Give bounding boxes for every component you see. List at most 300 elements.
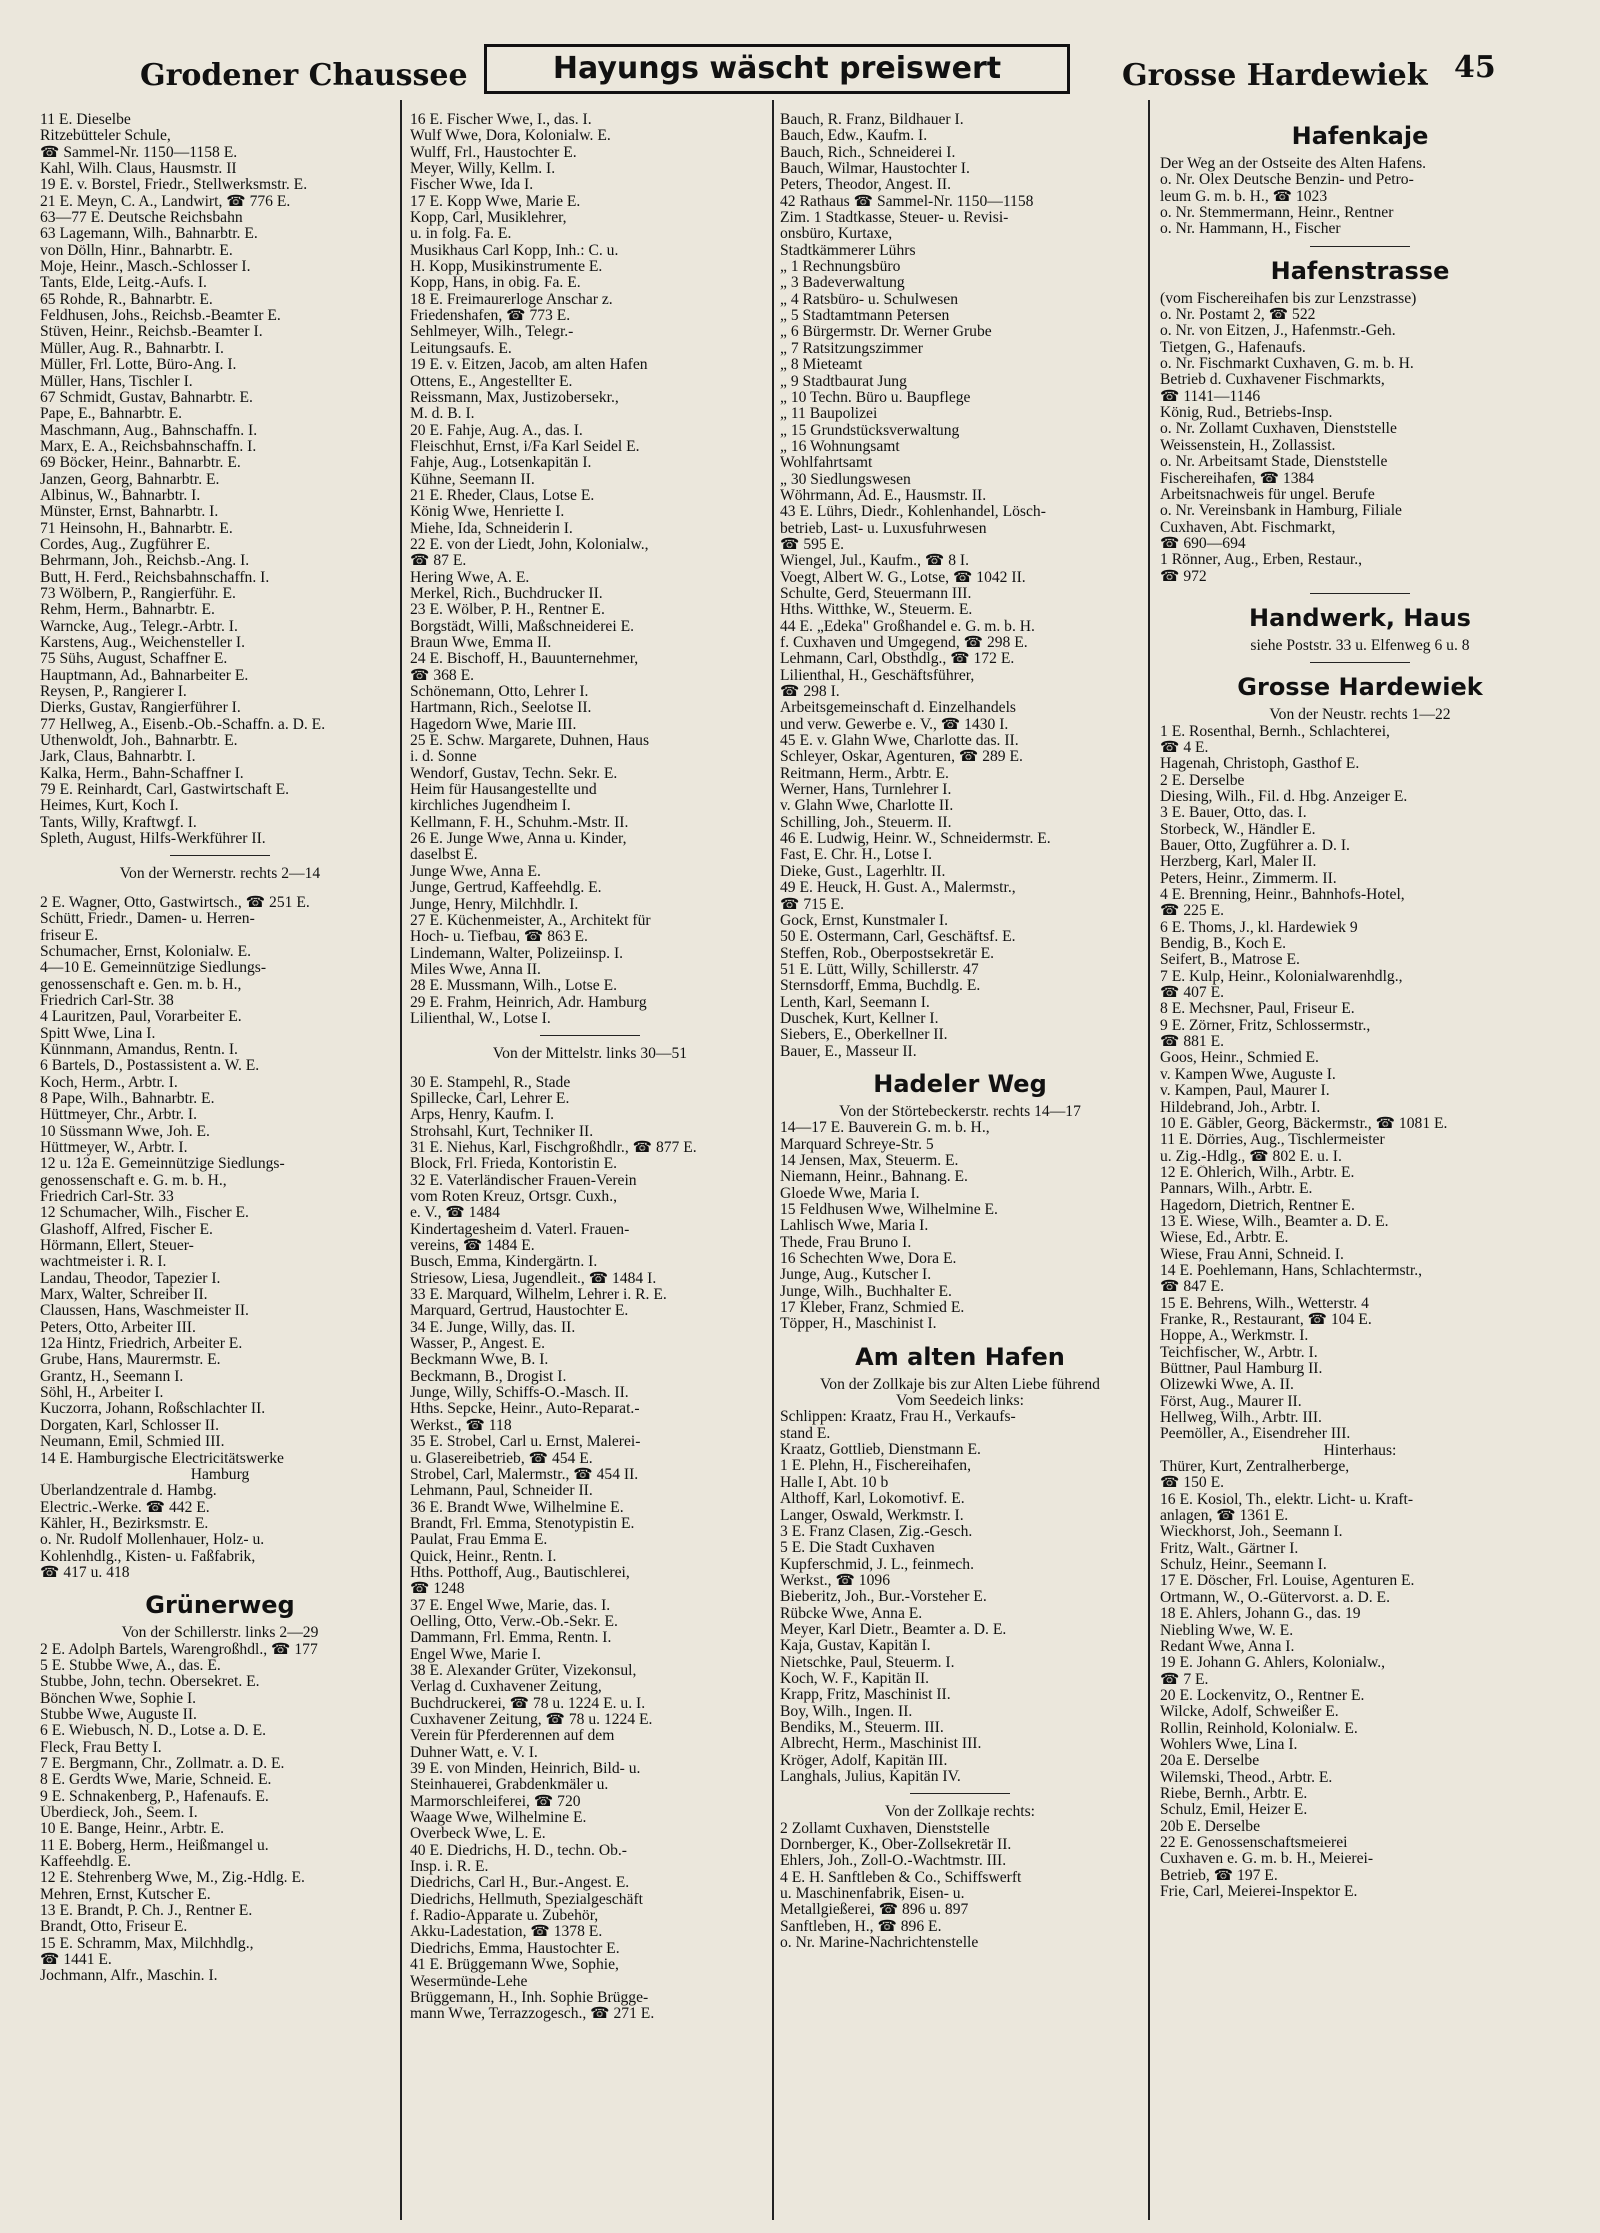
directory-entry: 77 Hellweg, A., Eisenb.-Ob.-Schaffn. a. D. E.	[40, 716, 326, 733]
directory-entry: Grube, Hans, Maurermstr. E.	[40, 1352, 221, 1369]
directory-entry: Hths. Potthoff, Aug., Bautischlerei,	[410, 1564, 630, 1581]
directory-entry: Althoff, Karl, Lokomotivf. E.	[780, 1491, 965, 1508]
directory-entry: 8 E. Mechsner, Paul, Friseur E.	[1160, 1001, 1355, 1018]
directory-entry: Stubbe, John, techn. Obersekret. E.	[40, 1674, 260, 1691]
directory-entry: 16 Schechten Wwe, Dora E.	[780, 1251, 957, 1268]
directory-entry: Warncke, Aug., Telegr.-Arbtr. I.	[40, 618, 238, 635]
directory-entry: 8 E. Gerdts Wwe, Marie, Schneid. E.	[40, 1772, 272, 1789]
directory-entry: Olizewki Wwe, A. II.	[1160, 1377, 1294, 1394]
directory-entry: Butt, H. Ferd., Reichsbahnschaffn. I.	[40, 569, 270, 586]
directory-entry: Feldhusen, Johs., Reichsb.-Beamter E.	[40, 308, 281, 325]
directory-entry: Arbeitsgemeinschaft d. Einzelhandels	[780, 700, 1016, 717]
directory-entry: ☎ 368 E.	[410, 667, 475, 684]
directory-entry: Glashoff, Alfred, Fischer E.	[40, 1221, 213, 1238]
header-advertisement: Hayungs wäscht preiswert	[484, 44, 1070, 94]
directory-entry: 15 E. Behrens, Wilh., Wetterstr. 4	[1160, 1295, 1369, 1312]
column-divider	[1148, 100, 1150, 2220]
directory-entry: 11 E. Dörries, Aug., Tischlermeister	[1160, 1132, 1385, 1149]
directory-entry: Peters, Otto, Arbeiter III.	[40, 1319, 196, 1336]
directory-entry: Brüggemann, H., Inh. Sophie Brügge-	[410, 1989, 649, 2006]
directory-entry: Von der Schillerstr. links 2—29	[121, 1625, 319, 1642]
directory-entry: Merkel, Rich., Buchdrucker II.	[410, 585, 603, 602]
directory-entry: 21 E. Rheder, Claus, Lotse E.	[410, 487, 595, 504]
directory-entry: Grantz, H., Seemann I.	[40, 1368, 184, 1385]
directory-entry: ☎ 407 E.	[1160, 985, 1225, 1002]
directory-entry: Fritz, Walt., Gärtner I.	[1160, 1540, 1299, 1557]
directory-entry: 2 E. Wagner, Otto, Gastwirtsch., ☎ 251 E.	[40, 894, 310, 911]
directory-entry: Betrieb d. Cuxhavener Fischmarkts,	[1160, 372, 1385, 389]
directory-entry: Stadtkämmerer Lührs	[780, 242, 916, 259]
directory-entry: 8 Pape, Wilh., Bahnarbtr. E.	[40, 1090, 215, 1107]
directory-entry: Lenth, Karl, Seemann I.	[780, 994, 930, 1011]
directory-entry: Weissenstein, H., Zollassist.	[1160, 437, 1336, 454]
directory-entry: Müller, Hans, Tischler I.	[40, 373, 193, 390]
directory-entry: 1 E. Plehn, H., Fischereihafen,	[780, 1458, 971, 1475]
directory-entry: Quick, Heinr., Rentn. I.	[410, 1548, 557, 1565]
directory-entry: Thede, Frau Bruno I.	[780, 1234, 912, 1251]
directory-entry: 67 Schmidt, Gustav, Bahnarbtr. E.	[40, 389, 253, 406]
directory-entry: Hildebrand, Joh., Arbtr. I.	[1160, 1099, 1321, 1116]
directory-entry: Heim für Hausangestellte und	[410, 782, 597, 799]
directory-entry: König Wwe, Henriette I.	[410, 504, 565, 521]
directory-entry: 51 E. Lütt, Willy, Schillerstr. 47	[780, 961, 979, 978]
directory-entry: Wohlfahrtsamt	[780, 455, 873, 472]
directory-entry: 17 E. Kopp Wwe, Marie E.	[410, 193, 581, 210]
directory-entry: 39 E. von Minden, Heinrich, Bild- u.	[410, 1761, 641, 1778]
directory-entry: Junge, Henry, Milchhdlr. I.	[410, 896, 579, 913]
street-heading: Grosse Hardewiek	[1237, 673, 1483, 702]
directory-entry: f. Cuxhaven und Umgegend, ☎ 298 E.	[780, 635, 1028, 651]
directory-entry: Ritzebütteler Schule,	[40, 128, 171, 145]
directory-entry: 6 Bartels, D., Postassistent a. W. E.	[40, 1058, 260, 1075]
directory-entry: Vom Seedeich links:	[896, 1393, 1024, 1410]
directory-entry: Von der Störtebeckerstr. rechts 14—17	[839, 1103, 1081, 1120]
directory-entry: Hartmann, Rich., Seelotse II.	[410, 700, 592, 717]
directory-entry: Kupferschmid, J. L., feinmech.	[780, 1556, 975, 1573]
directory-entry: Albinus, W., Bahnarbtr. I.	[40, 487, 201, 504]
directory-entry: Lehmann, Carl, Obsthdlg., ☎ 172 E.	[780, 651, 1015, 668]
directory-entry: „ 6 Bürgermstr. Dr. Werner Grube	[780, 324, 992, 341]
directory-entry: Redant Wwe, Anna I.	[1160, 1638, 1295, 1655]
directory-entry: 18 E. Freimaurerloge Anschar z.	[410, 291, 613, 308]
directory-entry: Von der Wernerstr. rechts 2—14	[119, 866, 321, 883]
directory-entry: Uthenwoldt, Joh., Bahnarbtr. E.	[40, 733, 238, 750]
directory-entry: u. Maschinenfabrik, Eisen- u.	[780, 1886, 965, 1903]
street-heading: Handwerk, Haus	[1249, 603, 1471, 632]
directory-entry: Cuxhaven, Abt. Fischmarkt,	[1160, 519, 1336, 536]
directory-entry: 26 E. Junge Wwe, Anna u. Kinder,	[410, 831, 627, 848]
directory-entry: Spleth, August, Hilfs-Werkführer II.	[40, 831, 266, 848]
directory-entry: Bauch, Edw., Kaufm. I.	[780, 128, 928, 145]
directory-entry: 75 Sühs, August, Schaffner E.	[40, 651, 228, 668]
directory-entry: u. Glasereibetrieb, ☎ 454 E.	[410, 1450, 593, 1467]
directory-entry: Jochmann, Alfr., Maschin. I.	[40, 1968, 218, 1985]
spacer	[410, 1063, 770, 1075]
directory-entry: 12 u. 12a E. Gemeinnützige Siedlungs-	[40, 1156, 285, 1173]
directory-entry: Först, Aug., Maurer II.	[1160, 1393, 1302, 1410]
directory-entry: Kahl, Wilh. Claus, Hausmstr. II	[40, 161, 237, 178]
directory-entry: Musikhaus Carl Kopp, Inh.: C. u.	[410, 242, 619, 259]
directory-entry: 12 E. Stehrenberg Wwe, M., Zig.-Hdlg. E.	[40, 1870, 305, 1887]
directory-entry: Schulte, Gerd, Steuermann III.	[780, 585, 972, 602]
directory-entry: Kähler, H., Bezirksmstr. E.	[40, 1515, 209, 1532]
directory-entry: Lehmann, Paul, Schneider II.	[410, 1483, 593, 1500]
directory-entry: Junge, Willy, Schiffs-O.-Masch. II.	[410, 1385, 629, 1402]
directory-entry: Busch, Emma, Kindergärtn. I.	[410, 1254, 598, 1271]
directory-entry: Marx, E. A., Reichsbahnschaffn. I.	[40, 438, 257, 455]
directory-entry: 33 E. Marquard, Wilhelm, Lehrer i. R. E.	[410, 1287, 667, 1304]
directory-entry: Spitt Wwe, Lina I.	[40, 1025, 156, 1042]
directory-entry: Nietschke, Paul, Steuerm. I.	[780, 1654, 955, 1671]
directory-entry: Langhals, Julius, Kapitän IV.	[780, 1769, 961, 1785]
directory-entry: vereins, ☎ 1484 E.	[410, 1238, 535, 1255]
directory-entry: 49 E. Heuck, H. Gust. A., Malermstr.,	[780, 880, 1016, 897]
directory-entry: 4—10 E. Gemeinnützige Siedlungs-	[40, 960, 267, 977]
street-heading: Hadeler Weg	[873, 1069, 1047, 1098]
directory-entry: König, Rud., Betriebs-Insp.	[1160, 405, 1333, 422]
directory-entry: Hellweg, Wilh., Arbtr. III.	[1160, 1410, 1322, 1427]
directory-entry: 3 E. Franz Clasen, Zig.-Gesch.	[780, 1523, 973, 1540]
directory-entry: Leitungsaufs. E.	[410, 340, 512, 357]
directory-entry: 50 E. Ostermann, Carl, Geschäftsf. E.	[780, 929, 1016, 946]
directory-entry: Zim. 1 Stadtkasse, Steuer- u. Revisi-	[780, 210, 1009, 227]
directory-entry: Miles Wwe, Anna II.	[410, 961, 541, 978]
directory-entry: Schütt, Friedr., Damen- u. Herren-	[40, 911, 255, 928]
directory-entry: Der Weg an der Ostseite des Alten Hafens.	[1160, 156, 1427, 172]
section-divider	[1310, 662, 1410, 663]
directory-entry: ☎ 225 E.	[1160, 903, 1225, 920]
directory-entry: Spillecke, Carl, Lehrer E.	[410, 1090, 570, 1107]
directory-entry: Wasser, P., Angest. E.	[410, 1336, 545, 1353]
directory-entry: Junge, Aug., Kutscher I.	[780, 1267, 932, 1284]
directory-entry: o. Nr. Marine-Nachrichtenstelle	[780, 1935, 979, 1952]
directory-entry: Von der Zollkaje rechts:	[885, 1804, 1035, 1821]
directory-entry: 24 E. Bischoff, H., Bauunternehmer,	[410, 651, 639, 668]
directory-entry: Lindemann, Walter, Polizeiinsp. I.	[410, 945, 624, 962]
directory-entry: Moje, Heinr., Masch.-Schlosser I.	[40, 259, 251, 276]
directory-entry: 14—17 E. Bauverein G. m. b. H.,	[780, 1120, 990, 1137]
directory-entry: 20 E. Lockenvitz, O., Rentner E.	[1160, 1687, 1365, 1704]
directory-entry: 20b E. Derselbe	[1160, 1818, 1261, 1835]
directory-entry: 1 E. Rosenthal, Bernh., Schlachterei,	[1160, 723, 1390, 740]
directory-entry: Block, Frl. Frieda, Kontoristin E.	[410, 1156, 618, 1173]
column-1	[40, 112, 400, 2222]
directory-entry: Cuxhaven e. G. m. b. H., Meierei-	[1160, 1851, 1374, 1868]
directory-entry: Ortmann, W., O.-Gütervorst. a. D. E.	[1160, 1589, 1390, 1606]
directory-entry: M. d. B. I.	[410, 406, 475, 423]
directory-entry: Goos, Heinr., Schmied E.	[1160, 1050, 1319, 1067]
directory-entry: 14 E. Hamburgische Electricitätswerke	[40, 1450, 284, 1467]
directory-entry: stand E.	[780, 1425, 831, 1442]
directory-entry: 23 E. Wölber, P. H., Rentner E.	[410, 602, 605, 619]
directory-entry: 43 E. Lührs, Diedr., Kohlenhandel, Lösch-	[780, 504, 1046, 521]
directory-entry: ☎ 595 E.	[780, 536, 845, 553]
directory-entry: Kühne, Seemann II.	[410, 471, 535, 488]
directory-entry: Schlippen: Kraatz, Frau H., Verkaufs-	[780, 1409, 1016, 1426]
directory-entry: u. in folg. Fa. E.	[410, 226, 512, 243]
directory-entry: Cordes, Aug., Zugführer E.	[40, 536, 211, 553]
directory-entry: „ 7 Ratsitzungszimmer	[780, 340, 923, 357]
directory-entry: ☎ 1441 E.	[40, 1952, 112, 1969]
directory-entry: Sanftleben, H., ☎ 896 E.	[780, 1918, 942, 1935]
directory-entry: Kaffeehdlg. E.	[40, 1854, 132, 1871]
directory-entry: Buchdruckerei, ☎ 78 u. 1224 E. u. I.	[410, 1695, 646, 1712]
directory-entry: Overbeck Wwe, L. E.	[410, 1826, 546, 1843]
directory-entry: Thürer, Kurt, Zentralherberge,	[1160, 1459, 1350, 1476]
section-divider	[540, 1035, 640, 1036]
directory-entry: Friedrich Carl-Str. 33	[40, 1189, 174, 1205]
directory-entry: 3 E. Bauer, Otto, das. I.	[1160, 805, 1307, 822]
directory-entry: „ 4 Ratsbüro- u. Schulwesen	[780, 291, 958, 308]
directory-entry: 20 E. Fahje, Aug. A., das. I.	[410, 422, 583, 439]
directory-entry: „ 16 Wohnungsamt	[780, 438, 900, 455]
directory-entry: Dorgaten, Karl, Schlosser II.	[40, 1417, 219, 1434]
directory-entry: Werkst., ☎ 118	[410, 1417, 512, 1434]
directory-entry: friseur E.	[40, 927, 99, 944]
directory-entry: Tants, Elde, Leitg.-Aufs. I.	[40, 275, 207, 292]
directory-entry: Niebling Wwe, W. E.	[1160, 1622, 1294, 1639]
directory-entry: mann Wwe, Terrazzogesch., ☎ 271 E.	[410, 2006, 655, 2023]
directory-entry: Wiengel, Jul., Kaufm., ☎ 8 I.	[780, 553, 969, 570]
directory-entry: o. Nr. Zollamt Cuxhaven, Dienststelle	[1160, 421, 1397, 438]
directory-entry: Junge, Gertrud, Kaffeehdlg. E.	[410, 880, 602, 897]
directory-entry: 11 E. Boberg, Herm., Heißmangel u.	[40, 1837, 269, 1854]
directory-entry: 63—77 E. Deutsche Reichsbahn	[40, 210, 243, 227]
directory-entry: Hörmann, Ellert, Steuer-	[40, 1238, 194, 1255]
directory-entry: Betrieb, ☎ 197 E.	[1160, 1867, 1278, 1884]
spacer	[40, 883, 400, 895]
directory-entry: ☎ 881 E.	[1160, 1034, 1225, 1051]
directory-entry: Electric.-Werke. ☎ 442 E.	[40, 1499, 210, 1516]
directory-entry: ☎ 715 E.	[780, 896, 845, 913]
directory-entry: 65 Rohde, R., Bahnarbtr. E.	[40, 291, 213, 308]
directory-entry: 38 E. Alexander Grüter, Vizekonsul,	[410, 1662, 637, 1679]
directory-entry: Fleck, Frau Betty I.	[40, 1739, 162, 1756]
directory-entry: Boy, Wilh., Ingen. II.	[780, 1703, 913, 1720]
directory-entry: Storbeck, W., Händler E.	[1160, 821, 1316, 838]
directory-entry: Rollin, Reinhold, Kolonialw. E.	[1160, 1720, 1358, 1737]
section-divider	[1310, 593, 1410, 594]
directory-entry: Hagedorn, Dietrich, Rentner E.	[1160, 1197, 1355, 1214]
directory-entry: Friedenshafen, ☎ 773 E.	[410, 308, 571, 325]
directory-entry: Herzberg, Karl, Maler II.	[1160, 854, 1317, 871]
directory-entry: 17 Kleber, Franz, Schmied E.	[780, 1300, 965, 1317]
directory-entry: 9 E. Schnakenberg, P., Hafenaufs. E.	[40, 1788, 269, 1805]
directory-entry: 11 E. Dieselbe	[40, 112, 131, 128]
directory-entry: 14 E. Poehlemann, Hans, Schlachtermstr.,	[1160, 1262, 1423, 1279]
directory-entry: Von der Mittelstr. links 30—51	[492, 1046, 688, 1063]
directory-entry: „ 8 Mieteamt	[780, 357, 863, 374]
directory-entry: Oelling, Otto, Verw.-Ob.-Sekr. E.	[410, 1613, 618, 1630]
directory-entry: Langer, Oswald, Werkmstr. I.	[780, 1507, 964, 1524]
directory-entry: Frie, Carl, Meierei-Inspektor E.	[1160, 1884, 1358, 1900]
directory-entry: Miehe, Ida, Schneiderin I.	[410, 520, 573, 537]
directory-entry: Verlag d. Cuxhavener Zeitung,	[410, 1679, 602, 1696]
directory-entry: 20a E. Derselbe	[1160, 1753, 1260, 1770]
directory-entry: o. Nr. Vereinsbank in Hamburg, Filiale	[1160, 503, 1402, 520]
directory-entry: Stubbe Wwe, Auguste II.	[40, 1706, 197, 1723]
directory-entry: 2 E. Derselbe	[1160, 772, 1245, 789]
directory-entry: Ottens, E., Angestellter E.	[410, 373, 573, 390]
directory-entry: Kaja, Gustav, Kapitän I.	[780, 1638, 931, 1655]
street-heading: Hafenkaje	[1291, 122, 1429, 150]
directory-entry: 28 E. Mussmann, Wilh., Lotse E.	[410, 978, 617, 995]
directory-entry: Riebe, Bernh., Arbtr. E.	[1160, 1785, 1308, 1802]
directory-entry: ☎ 847 E.	[1160, 1279, 1225, 1296]
directory-entry: Lilienthal, H., Geschäftsführer,	[780, 667, 975, 684]
directory-entry: Wiese, Ed., Arbtr. E.	[1160, 1230, 1289, 1247]
directory-entry: genossenschaft e. G. m. b. H.,	[40, 1172, 227, 1189]
directory-entry: Dierks, Gustav, Rangierführer I.	[40, 700, 241, 717]
directory-entry: Wilemski, Theod., Arbtr. E.	[1160, 1769, 1333, 1786]
directory-entry: 37 E. Engel Wwe, Marie, das. I.	[410, 1597, 611, 1614]
directory-entry: Paulat, Frau Emma E.	[410, 1532, 548, 1549]
directory-entry: Münster, Ernst, Bahnarbtr. I.	[40, 504, 219, 521]
column-divider	[772, 100, 774, 2220]
directory-entry: 2 Zollamt Cuxhaven, Dienststelle	[780, 1820, 990, 1837]
directory-entry: „ 5 Stadtamtmann Petersen	[780, 308, 950, 325]
directory-entry: Waage Wwe, Wilhelmine E.	[410, 1810, 587, 1827]
directory-entry: Hinterhaus:	[1323, 1442, 1397, 1459]
directory-entry: Bieberitz, Joh., Bur.-Vorsteher E.	[780, 1589, 987, 1606]
directory-entry: „ 1 Rechnungsbüro	[780, 259, 901, 276]
directory-entry: Kopp, Carl, Musiklehrer,	[410, 210, 567, 227]
directory-entry: v. Kampen Wwe, Auguste I.	[1160, 1066, 1336, 1083]
directory-entry: 4 Lauritzen, Paul, Vorarbeiter E.	[40, 1009, 242, 1026]
directory-entry: 34 E. Junge, Willy, das. II.	[410, 1319, 576, 1336]
directory-entry: 12 E. Öhlerich, Wilh., Arbtr. E.	[1160, 1164, 1355, 1181]
directory-entry: leum G. m. b. H., ☎ 1023	[1160, 188, 1328, 205]
directory-entry: Kohlenhdlg., Kisten- u. Faßfabrik,	[40, 1548, 256, 1565]
directory-entry: 4 E. Brenning, Heinr., Bahnhofs-Hotel,	[1160, 887, 1405, 904]
directory-entry: 19 E. v. Borstel, Friedr., Stellwerksmstr. E.	[40, 177, 308, 194]
directory-entry: Sternsdorff, Emma, Buchdlg. E.	[780, 978, 981, 995]
directory-entry: Brandt, Frl. Emma, Stenotypistin E.	[410, 1515, 635, 1532]
directory-entry: Künnmann, Amandus, Rentn. I.	[40, 1041, 238, 1058]
directory-entry: Marquard Schreye-Str. 5	[780, 1136, 934, 1153]
directory-entry: 1 Rönner, Aug., Erben, Restaur.,	[1160, 552, 1363, 569]
directory-entry: H. Kopp, Musikinstrumente E.	[410, 259, 603, 276]
directory-entry: e. V., ☎ 1484	[410, 1205, 500, 1222]
directory-entry: 79 E. Reinhardt, Carl, Gastwirtschaft E.	[40, 782, 290, 799]
directory-entry: Seifert, B., Matrose E.	[1160, 952, 1300, 969]
directory-entry: ☎ 298 I.	[780, 684, 840, 701]
directory-entry: 41 E. Brüggemann Wwe, Sophie,	[410, 1957, 619, 1974]
directory-entry: Steffen, Rob., Oberpostsekretär E.	[780, 945, 995, 962]
directory-entry: onsbüro, Kurtaxe,	[780, 226, 893, 243]
directory-entry: 2 E. Adolph Bartels, Warengroßhdl., ☎ 177	[40, 1641, 318, 1658]
directory-entry: Bauch, Rich., Schneiderei I.	[780, 144, 956, 161]
directory-entry: 22 E. von der Liedt, John, Kolonialw.,	[410, 536, 649, 553]
section-divider	[910, 1793, 1010, 1794]
directory-entry: Jark, Claus, Bahnarbtr. I.	[40, 749, 196, 766]
directory-entry: Karstens, Aug., Weichensteller I.	[40, 635, 246, 651]
directory-entry: „ 30 Siedlungswesen	[780, 471, 911, 488]
directory-entry: 13 E. Wiese, Wilh., Beamter a. D. E.	[1160, 1213, 1389, 1230]
directory-entry: Steinhauerei, Grabdenkmäler u.	[410, 1777, 609, 1794]
directory-entry: Verein für Pferderennen auf dem	[410, 1728, 615, 1745]
directory-entry: Gloede Wwe, Maria I.	[780, 1185, 920, 1202]
directory-entry: Teichfischer, W., Arbtr. I.	[1160, 1344, 1318, 1361]
directory-entry: Schleyer, Oskar, Agenturen, ☎ 289 E.	[780, 749, 1023, 766]
directory-entry: 21 E. Meyn, C. A., Landwirt, ☎ 776 E.	[40, 193, 291, 210]
directory-entry: Wulff, Frl., Haustochter E.	[410, 144, 577, 161]
directory-entry: 46 E. Ludwig, Heinr. W., Schneidermstr. E.	[780, 831, 1051, 848]
directory-entry: Schulz, Emil, Heizer E.	[1160, 1802, 1308, 1819]
directory-entry: v. Glahn Wwe, Charlotte II.	[780, 798, 954, 815]
directory-entry: genossenschaft e. Gen. m. b. H.,	[40, 976, 242, 993]
directory-entry: Bendiks, M., Steuerm. III.	[780, 1719, 944, 1736]
directory-entry: 6 E. Wiebusch, N. D., Lotse a. D. E.	[40, 1723, 267, 1740]
street-heading: Hafenstrasse	[1270, 256, 1450, 285]
directory-entry: 71 Heinsohn, H., Bahnarbtr. E.	[40, 520, 233, 537]
directory-entry: Schulz, Heinr., Seemann I.	[1160, 1557, 1327, 1574]
directory-entry: Fischer Wwe, Ida I.	[410, 177, 534, 194]
directory-entry: Hths. Witthke, W., Steuerm. E.	[780, 602, 973, 619]
directory-entry: von Dölln, Hinr., Bahnarbtr. E.	[40, 242, 233, 259]
directory-entry: Fast, E. Chr. H., Lotse I.	[780, 847, 933, 864]
street-heading: Am alten Hafen	[855, 1342, 1065, 1371]
directory-entry: 36 E. Brandt Wwe, Wilhelmine E.	[410, 1499, 624, 1516]
directory-entry: Diedrichs, Carl H., Bur.-Angest. E.	[410, 1875, 630, 1892]
directory-entry: Albrecht, Herm., Maschinist III.	[780, 1736, 982, 1753]
directory-entry: 73 Wölbern, P., Rangierführ. E.	[40, 585, 236, 602]
directory-entry: Koch, Herm., Arbtr. I.	[40, 1074, 178, 1091]
directory-entry: Hagedorn Wwe, Marie III.	[410, 716, 577, 733]
directory-entry: ☎ 4 E.	[1160, 739, 1209, 756]
directory-entry: und verw. Gewerbe e. V., ☎ 1430 I.	[780, 716, 1009, 733]
directory-entry: Schönemann, Otto, Lehrer I.	[410, 684, 589, 701]
directory-entry: Peters, Heinr., Zimmerm. II.	[1160, 870, 1337, 887]
directory-entry: Bauch, R. Franz, Bildhauer I.	[780, 112, 964, 128]
directory-entry: Braun Wwe, Emma II.	[410, 635, 552, 651]
directory-entry: o. Nr. Fischmarkt Cuxhaven, G. m. b. H.	[1160, 356, 1414, 373]
directory-entry: Heimes, Kurt, Koch I.	[40, 798, 179, 815]
directory-entry: Bendig, B., Koch E.	[1160, 936, 1287, 953]
directory-entry: 32 E. Vaterländischer Frauen-Verein	[410, 1172, 637, 1189]
directory-entry: 7 E. Kulp, Heinr., Kolonialwarenhdlg.,	[1160, 968, 1403, 985]
directory-entry: Hering Wwe, A. E.	[410, 569, 530, 586]
directory-entry: ☎ 417 u. 418	[40, 1564, 130, 1581]
directory-entry: Diesing, Wilh., Fil. d. Hbg. Anzeiger E.	[1160, 788, 1408, 805]
directory-entry: ☎ 972	[1160, 568, 1207, 585]
directory-entry: vom Roten Kreuz, Ortsgr. Cuxh.,	[410, 1189, 618, 1205]
directory-entry: Brandt, Otto, Friseur E.	[40, 1919, 188, 1936]
directory-entry: Arbeitsnachweis für ungel. Berufe	[1160, 486, 1375, 503]
directory-entry: anlagen, ☎ 1361 E.	[1160, 1508, 1289, 1525]
directory-entry: Hths. Sepcke, Heinr., Auto-Reparat.-	[410, 1401, 640, 1418]
directory-entry: Engel Wwe, Marie I.	[410, 1646, 541, 1663]
directory-entry: Reitmann, Herm., Arbtr. E.	[780, 765, 949, 782]
directory-entry: Mehren, Ernst, Kutscher E.	[40, 1886, 211, 1903]
directory-entry: ☎ 150 E.	[1160, 1475, 1225, 1492]
directory-entry: Dammann, Frl. Emma, Rentn. I.	[410, 1630, 612, 1647]
column-3	[780, 112, 1140, 2222]
directory-entry: Dornberger, K., Ober-Zollsekretär II.	[780, 1837, 1012, 1854]
directory-entry: Diedrichs, Hellmuth, Spezialgeschäft	[410, 1891, 643, 1908]
directory-entry: 4 E. H. Sanftleben & Co., Schiffswerft	[780, 1869, 1022, 1886]
directory-entry: siehe Poststr. 33 u. Elfenweg 6 u. 8	[1250, 637, 1470, 654]
directory-entry: o. Nr. Rudolf Mollenhauer, Holz- u.	[40, 1532, 265, 1549]
directory-entry: 31 E. Niehus, Karl, Fischgroßhdlr., ☎ 877 E.	[410, 1139, 697, 1156]
directory-entry: 19 E. v. Eitzen, Jacob, am alten Hafen	[410, 357, 648, 374]
directory-entry: 69 Böcker, Heinr., Bahnarbtr. E.	[40, 455, 241, 472]
directory-entry: Bönchen Wwe, Sophie I.	[40, 1690, 197, 1707]
directory-entry: Dieke, Gust., Lagerhltr. II.	[780, 863, 946, 880]
directory-entry: 22 E. Genossenschaftsmeierei	[1160, 1834, 1348, 1851]
directory-entry: ☎ 87 E.	[410, 553, 467, 570]
directory-entry: Von der Zollkaje bis zur Alten Liebe führend	[820, 1376, 1100, 1393]
